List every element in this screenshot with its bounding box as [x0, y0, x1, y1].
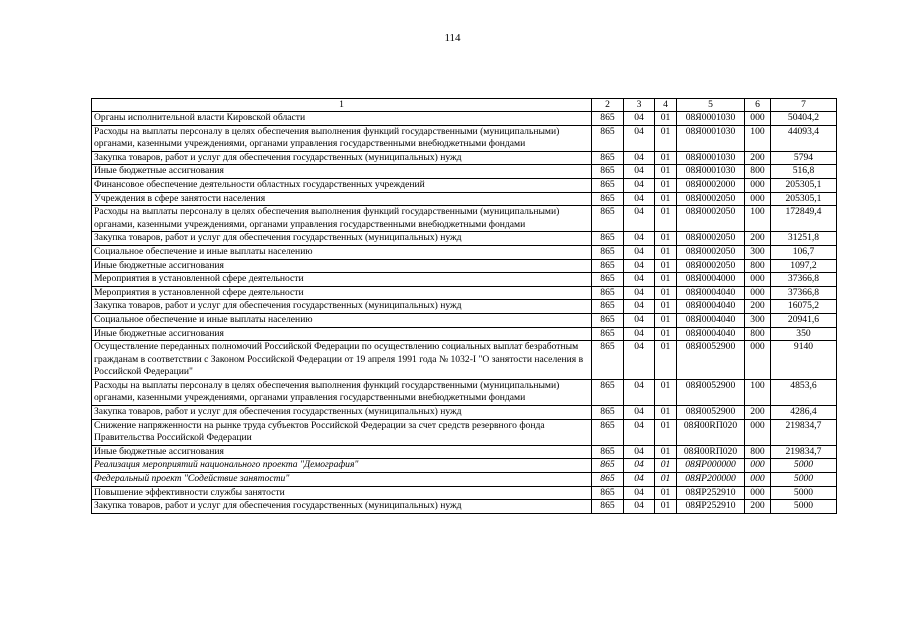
- target-article-cell: 08Я0052900: [677, 341, 745, 380]
- row-name-cell: Социальное обеспечение и иные выплаты населению: [92, 245, 592, 259]
- expense-type-cell: 000: [745, 192, 771, 206]
- table-row: [92, 286, 837, 300]
- header-cell: 6: [745, 99, 771, 112]
- subsection-code-cell: 01: [655, 500, 677, 514]
- subsection-code-cell: 01: [655, 445, 677, 459]
- expense-type-cell: 000: [745, 341, 771, 380]
- header-cell: 1: [92, 99, 592, 112]
- table-row: [92, 300, 837, 314]
- admin-code-cell: 865: [592, 406, 624, 420]
- subsection-code-cell: 01: [655, 192, 677, 206]
- subsection-code-cell: 01: [655, 406, 677, 420]
- row-name-cell: Иные бюджетные ассигнования: [92, 165, 592, 179]
- expense-type-cell: 100: [745, 379, 771, 405]
- target-article-cell: 08Я00RП020: [677, 419, 745, 445]
- amount-cell: 205305,1: [771, 192, 837, 206]
- subsection-code-cell: 01: [655, 125, 677, 151]
- expense-type-cell: 300: [745, 313, 771, 327]
- subsection-code-cell: 01: [655, 459, 677, 473]
- amount-cell: 20941,6: [771, 313, 837, 327]
- row-name-cell: Мероприятия в установленной сфере деятельности: [92, 286, 592, 300]
- amount-cell: 4853,6: [771, 379, 837, 405]
- table-row: [92, 486, 837, 500]
- subsection-code-cell: 01: [655, 245, 677, 259]
- table-row: [92, 327, 837, 341]
- target-article-cell: 08Я0002000: [677, 178, 745, 192]
- amount-cell: 44093,4: [771, 125, 837, 151]
- expense-type-cell: 200: [745, 406, 771, 420]
- row-name-cell: Снижение напряженности на рынке труда субъектов Российской Федерации за счет средств резервного фонда Правительства Российской Федерации: [92, 419, 592, 445]
- target-article-cell: 08Я0001030: [677, 151, 745, 165]
- subsection-code-cell: 01: [655, 112, 677, 126]
- amount-cell: 5000: [771, 459, 837, 473]
- section-code-cell: 04: [624, 445, 655, 459]
- section-code-cell: 04: [624, 406, 655, 420]
- expense-type-cell: 200: [745, 500, 771, 514]
- admin-code-cell: 865: [592, 232, 624, 246]
- section-code-cell: 04: [624, 232, 655, 246]
- expense-type-cell: 000: [745, 419, 771, 445]
- section-code-cell: 04: [624, 245, 655, 259]
- amount-cell: 50404,2: [771, 112, 837, 126]
- amount-cell: 1097,2: [771, 259, 837, 273]
- subsection-code-cell: 01: [655, 473, 677, 487]
- target-article-cell: 08Я00RП020: [677, 445, 745, 459]
- table-row: [92, 192, 837, 206]
- row-name-cell: Федеральный проект "Содействие занятости": [92, 473, 592, 487]
- section-code-cell: 04: [624, 259, 655, 273]
- table-row: [92, 313, 837, 327]
- row-name-cell: Расходы на выплаты персоналу в целях обеспечения выполнения функций государственными (муниципальными) органами, казенными учреждениями, органами управления государственными внебюджетными фондами: [92, 206, 592, 232]
- admin-code-cell: 865: [592, 473, 624, 487]
- subsection-code-cell: 01: [655, 232, 677, 246]
- expense-type-cell: 000: [745, 273, 771, 287]
- header-row: [92, 99, 837, 112]
- table-row: [92, 406, 837, 420]
- header-cell: 4: [655, 99, 677, 112]
- expense-type-cell: 000: [745, 459, 771, 473]
- table-row: [92, 165, 837, 179]
- admin-code-cell: 865: [592, 327, 624, 341]
- row-name-cell: Закупка товаров, работ и услуг для обеспечения государственных (муниципальных) нужд: [92, 300, 592, 314]
- amount-cell: 350: [771, 327, 837, 341]
- subsection-code-cell: 01: [655, 341, 677, 380]
- row-name-cell: Мероприятия в установленной сфере деятельности: [92, 273, 592, 287]
- admin-code-cell: 865: [592, 125, 624, 151]
- amount-cell: 37366,8: [771, 273, 837, 287]
- table-row: [92, 379, 837, 405]
- target-article-cell: 08Я0004000: [677, 273, 745, 287]
- subsection-code-cell: 01: [655, 273, 677, 287]
- row-name-cell: Социальное обеспечение и иные выплаты населению: [92, 313, 592, 327]
- admin-code-cell: 865: [592, 445, 624, 459]
- target-article-cell: 08Я0002050: [677, 192, 745, 206]
- table-row: [92, 125, 837, 151]
- admin-code-cell: 865: [592, 341, 624, 380]
- table-row: [92, 500, 837, 514]
- subsection-code-cell: 01: [655, 313, 677, 327]
- table-row: [92, 259, 837, 273]
- table-row: [92, 151, 837, 165]
- row-name-cell: Учреждения в сфере занятости населения: [92, 192, 592, 206]
- admin-code-cell: 865: [592, 313, 624, 327]
- row-name-cell: Иные бюджетные ассигнования: [92, 327, 592, 341]
- expense-type-cell: 200: [745, 232, 771, 246]
- subsection-code-cell: 01: [655, 286, 677, 300]
- target-article-cell: 08Я0002050: [677, 206, 745, 232]
- subsection-code-cell: 01: [655, 178, 677, 192]
- amount-cell: 106,7: [771, 245, 837, 259]
- section-code-cell: 04: [624, 286, 655, 300]
- header-cell: 2: [592, 99, 624, 112]
- subsection-code-cell: 01: [655, 151, 677, 165]
- expense-type-cell: 100: [745, 206, 771, 232]
- table-row: [92, 419, 837, 445]
- section-code-cell: 04: [624, 459, 655, 473]
- target-article-cell: 08Я0002050: [677, 245, 745, 259]
- subsection-code-cell: 01: [655, 300, 677, 314]
- subsection-code-cell: 01: [655, 486, 677, 500]
- subsection-code-cell: 01: [655, 165, 677, 179]
- section-code-cell: 04: [624, 273, 655, 287]
- target-article-cell: 08ЯР252910: [677, 500, 745, 514]
- section-code-cell: 04: [624, 473, 655, 487]
- row-name-cell: Осуществление переданных полномочий Российской Федерации по осуществлению социальных выплат безработным гражданам в соответствии с Законом Российской Федерации от 19 апреля 1991 года № 1032-I "О занятости населения в Российской Федерации": [92, 341, 592, 380]
- target-article-cell: 08Я0004040: [677, 327, 745, 341]
- amount-cell: 4286,4: [771, 406, 837, 420]
- subsection-code-cell: 01: [655, 259, 677, 273]
- admin-code-cell: 865: [592, 273, 624, 287]
- row-name-cell: Иные бюджетные ассигнования: [92, 445, 592, 459]
- table-row: [92, 112, 837, 126]
- admin-code-cell: 865: [592, 192, 624, 206]
- admin-code-cell: 865: [592, 151, 624, 165]
- admin-code-cell: 865: [592, 379, 624, 405]
- target-article-cell: 08Я0052900: [677, 406, 745, 420]
- admin-code-cell: 865: [592, 300, 624, 314]
- target-article-cell: 08Я0004040: [677, 286, 745, 300]
- admin-code-cell: 865: [592, 419, 624, 445]
- budget-table: [91, 98, 837, 514]
- table-row: [92, 473, 837, 487]
- target-article-cell: 08ЯР000000: [677, 459, 745, 473]
- expense-type-cell: 000: [745, 486, 771, 500]
- table-row: [92, 178, 837, 192]
- admin-code-cell: 865: [592, 178, 624, 192]
- row-name-cell: Расходы на выплаты персоналу в целях обеспечения выполнения функций государственными (муниципальными) органами, казенными учреждениями, органами управления государственными внебюджетными фондами: [92, 125, 592, 151]
- expense-type-cell: 000: [745, 112, 771, 126]
- expense-type-cell: 200: [745, 151, 771, 165]
- admin-code-cell: 865: [592, 245, 624, 259]
- amount-cell: 219834,7: [771, 419, 837, 445]
- section-code-cell: 04: [624, 178, 655, 192]
- target-article-cell: 08Я0001030: [677, 125, 745, 151]
- amount-cell: 5794: [771, 151, 837, 165]
- target-article-cell: 08ЯР252910: [677, 486, 745, 500]
- admin-code-cell: 865: [592, 206, 624, 232]
- expense-type-cell: 100: [745, 125, 771, 151]
- table-row: [92, 341, 837, 380]
- header-cell: 3: [624, 99, 655, 112]
- target-article-cell: 08Я0004040: [677, 300, 745, 314]
- section-code-cell: 04: [624, 379, 655, 405]
- amount-cell: 205305,1: [771, 178, 837, 192]
- section-code-cell: 04: [624, 419, 655, 445]
- page-number: 114: [444, 32, 461, 44]
- table-row: [92, 273, 837, 287]
- admin-code-cell: 865: [592, 486, 624, 500]
- section-code-cell: 04: [624, 313, 655, 327]
- amount-cell: 5000: [771, 500, 837, 514]
- target-article-cell: 08Я0001030: [677, 165, 745, 179]
- expense-type-cell: 800: [745, 327, 771, 341]
- target-article-cell: 08Я0052900: [677, 379, 745, 405]
- amount-cell: 9140: [771, 341, 837, 380]
- header-cell: 7: [771, 99, 837, 112]
- target-article-cell: 08Я0004040: [677, 313, 745, 327]
- section-code-cell: 04: [624, 151, 655, 165]
- amount-cell: 219834,7: [771, 445, 837, 459]
- amount-cell: 37366,8: [771, 286, 837, 300]
- expense-type-cell: 800: [745, 445, 771, 459]
- amount-cell: 5000: [771, 473, 837, 487]
- row-name-cell: Органы исполнительной власти Кировской области: [92, 112, 592, 126]
- row-name-cell: Реализация мероприятий национального проекта "Демография": [92, 459, 592, 473]
- expense-type-cell: 300: [745, 245, 771, 259]
- subsection-code-cell: 01: [655, 419, 677, 445]
- table-row: [92, 459, 837, 473]
- target-article-cell: 08Я0002050: [677, 259, 745, 273]
- row-name-cell: Закупка товаров, работ и услуг для обеспечения государственных (муниципальных) нужд: [92, 151, 592, 165]
- table-row: [92, 245, 837, 259]
- section-code-cell: 04: [624, 125, 655, 151]
- section-code-cell: 04: [624, 500, 655, 514]
- target-article-cell: 08ЯР200000: [677, 473, 745, 487]
- section-code-cell: 04: [624, 341, 655, 380]
- row-name-cell: Расходы на выплаты персоналу в целях обеспечения выполнения функций государственными (муниципальными) органами, казенными учреждениями, органами управления государственными внебюджетными фондами: [92, 379, 592, 405]
- row-name-cell: Закупка товаров, работ и услуг для обеспечения государственных (муниципальных) нужд: [92, 406, 592, 420]
- header-cell: 5: [677, 99, 745, 112]
- expense-type-cell: 800: [745, 165, 771, 179]
- row-name-cell: Иные бюджетные ассигнования: [92, 259, 592, 273]
- table-row: [92, 232, 837, 246]
- section-code-cell: 04: [624, 112, 655, 126]
- expense-type-cell: 200: [745, 300, 771, 314]
- row-name-cell: Закупка товаров, работ и услуг для обеспечения государственных (муниципальных) нужд: [92, 232, 592, 246]
- admin-code-cell: 865: [592, 286, 624, 300]
- expense-type-cell: 000: [745, 178, 771, 192]
- row-name-cell: Финансовое обеспечение деятельности областных государственных учреждений: [92, 178, 592, 192]
- admin-code-cell: 865: [592, 259, 624, 273]
- section-code-cell: 04: [624, 327, 655, 341]
- amount-cell: 31251,8: [771, 232, 837, 246]
- target-article-cell: 08Я0001030: [677, 112, 745, 126]
- expense-type-cell: 800: [745, 259, 771, 273]
- admin-code-cell: 865: [592, 500, 624, 514]
- section-code-cell: 04: [624, 486, 655, 500]
- section-code-cell: 04: [624, 165, 655, 179]
- admin-code-cell: 865: [592, 459, 624, 473]
- amount-cell: 5000: [771, 486, 837, 500]
- admin-code-cell: 865: [592, 112, 624, 126]
- row-name-cell: Закупка товаров, работ и услуг для обеспечения государственных (муниципальных) нужд: [92, 500, 592, 514]
- amount-cell: 172849,4: [771, 206, 837, 232]
- subsection-code-cell: 01: [655, 327, 677, 341]
- expense-type-cell: 000: [745, 473, 771, 487]
- admin-code-cell: 865: [592, 165, 624, 179]
- subsection-code-cell: 01: [655, 206, 677, 232]
- row-name-cell: Повышение эффективности службы занятости: [92, 486, 592, 500]
- table-row: [92, 445, 837, 459]
- expense-type-cell: 000: [745, 286, 771, 300]
- section-code-cell: 04: [624, 192, 655, 206]
- amount-cell: 516,8: [771, 165, 837, 179]
- table-row: [92, 206, 837, 232]
- subsection-code-cell: 01: [655, 379, 677, 405]
- amount-cell: 16075,2: [771, 300, 837, 314]
- section-code-cell: 04: [624, 206, 655, 232]
- section-code-cell: 04: [624, 300, 655, 314]
- target-article-cell: 08Я0002050: [677, 232, 745, 246]
